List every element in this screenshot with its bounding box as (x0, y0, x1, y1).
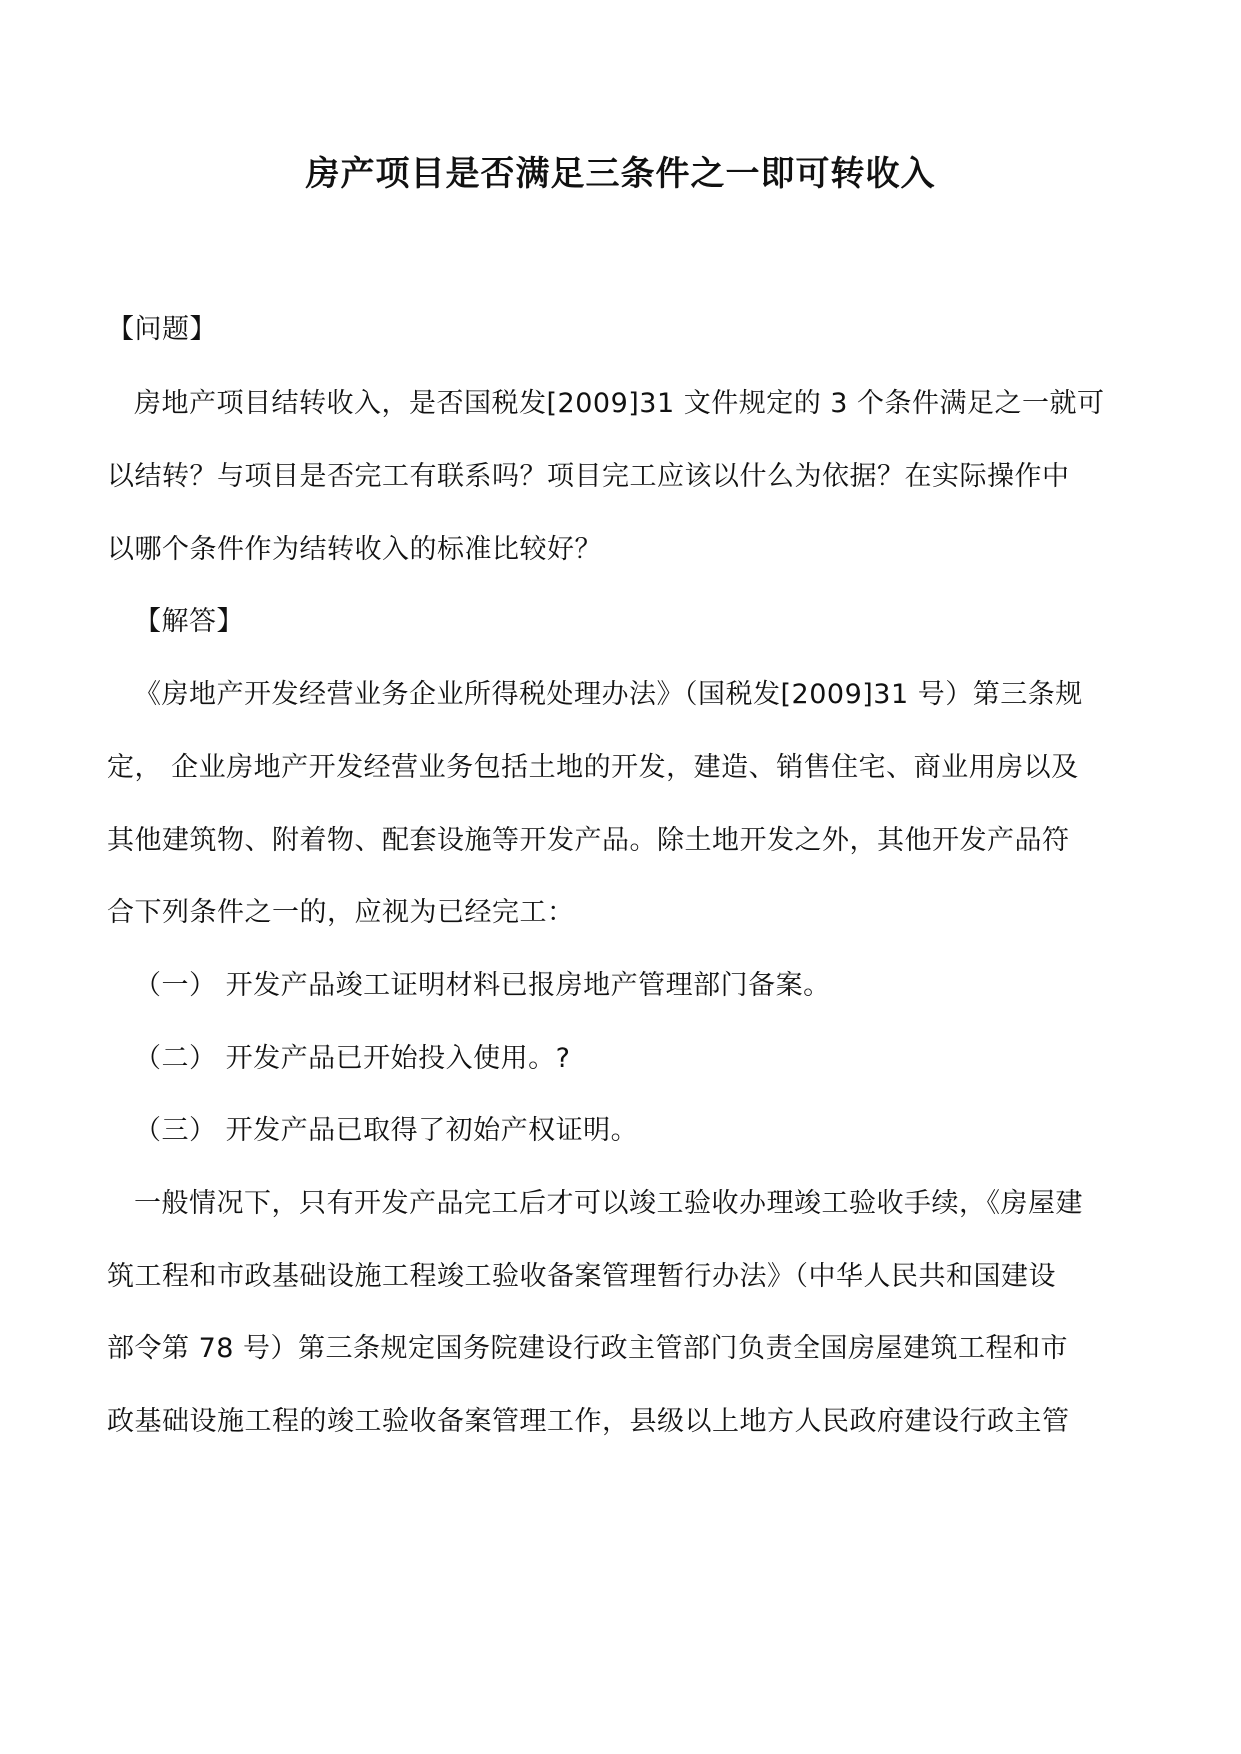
section-heading-answer: 【解答】 (134, 606, 244, 637)
paragraph-line: 定， 企业房地产开发经营业务包括土地的开发，建造、销售住宅、商业用房以及 (107, 752, 1079, 783)
paragraph-line: 合下列条件之一的，应视为已经完工： (107, 897, 575, 928)
list-item: （三） 开发产品已取得了初始产权证明。 (134, 1115, 639, 1146)
paragraph-line: 以哪个条件作为结转收入的标准比较好？ (107, 534, 602, 565)
section-heading-question: 【问题】 (107, 314, 217, 345)
paragraph-line: 房地产项目结转收入，是否国税发[2009]31 文件规定的 3 个条件满足之一就可 (134, 388, 1105, 419)
paragraph-line: 部令第 78 号）第三条规定国务院建设行政主管部门负责全国房屋建筑工程和市 (107, 1333, 1069, 1364)
list-item: （一） 开发产品竣工证明材料已报房地产管理部门备案。 (134, 970, 831, 1001)
paragraph-line: 《房地产开发经营业务企业所得税处理办法》（国税发[2009]31 号）第三条规 (134, 679, 1083, 710)
paragraph-line: 筑工程和市政基础设施工程竣工验收备案管理暂行办法》（中华人民共和国建设 (107, 1261, 1056, 1292)
paragraph-line: 以结转？与项目是否完工有联系吗？项目完工应该以什么为依据？在实际操作中 (107, 461, 1070, 492)
paragraph-line: 一般情况下，只有开发产品完工后才可以竣工验收办理竣工验收手续，《房屋建 (134, 1188, 1083, 1219)
document-title: 房产项目是否满足三条件之一即可转收入 (305, 154, 936, 194)
paragraph-line: 政基础设施工程的竣工验收备案管理工作，县级以上地方人民政府建设行政主管 (107, 1406, 1070, 1437)
paragraph-line: 其他建筑物、附着物、配套设施等开发产品。除土地开发之外，其他开发产品符 (107, 825, 1070, 856)
list-item: （二） 开发产品已开始投入使用。? (134, 1043, 571, 1074)
